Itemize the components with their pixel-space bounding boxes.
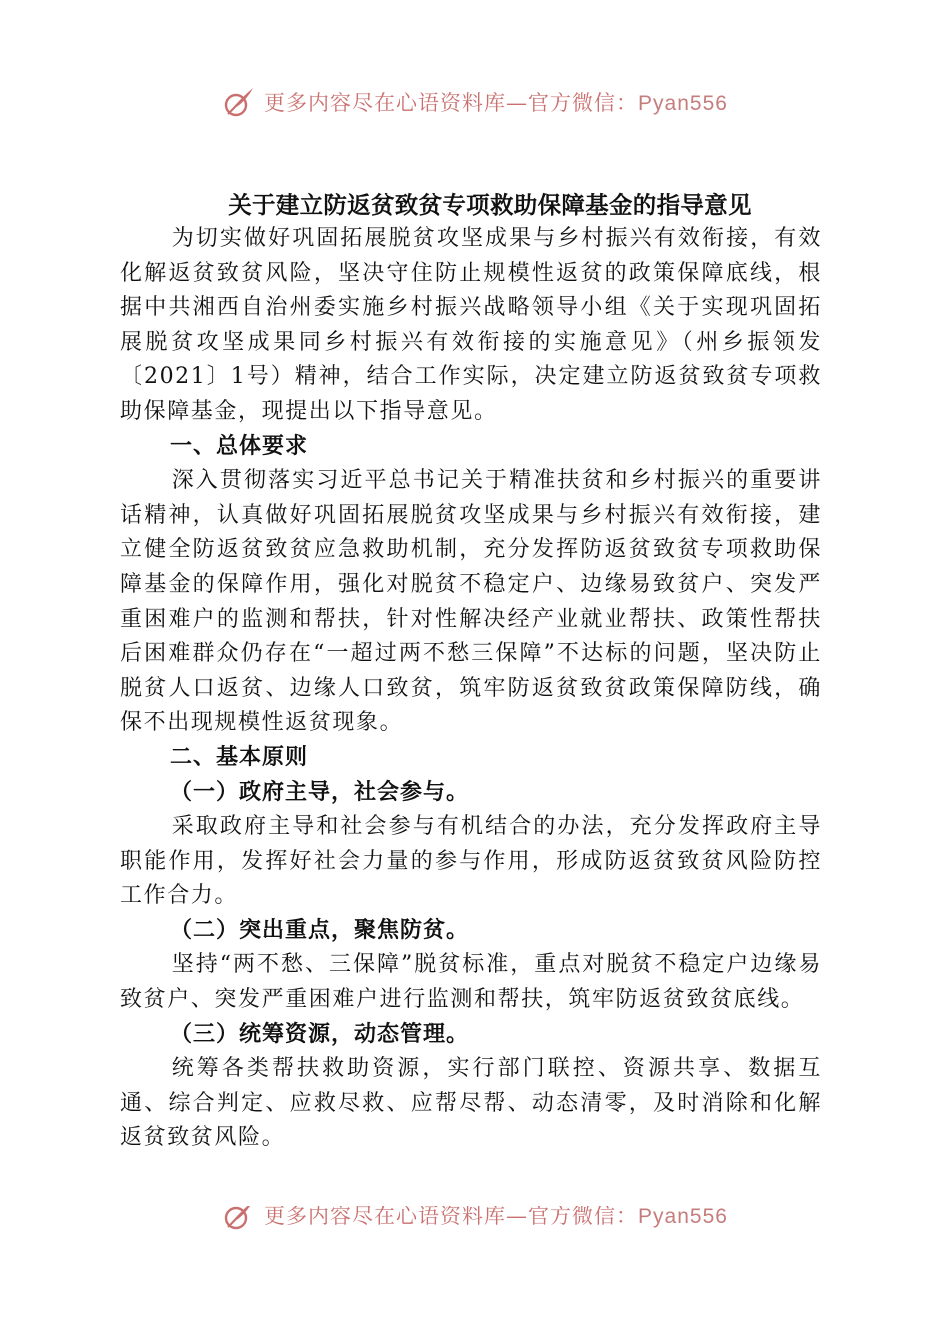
watermark-text: 更多内容尽在心语资料库—官方微信：Pyan556: [264, 91, 728, 115]
principle-heading-dynamic-management: （三）统筹资源，动态管理。: [170, 1021, 470, 1047]
document-body: [120, 188, 822, 1156]
watermark-text: 更多内容尽在心语资料库—官方微信：Pyan556: [264, 1206, 728, 1228]
principle-paragraph-dynamic-management: 统筹各类帮扶救助资源，实行部门联控、资源共享、数据互通、综合判定、应救尽救、应帮尽帮、动态清零，及时消除和化解返贫致贫风险。: [120, 1056, 822, 1151]
section-heading-basic-principles: 二、基本原则: [170, 744, 309, 770]
quill-logo-icon: [222, 1206, 256, 1232]
document-title: 关于建立防返贫致贫专项救助保障基金的指导意见: [228, 191, 752, 219]
principle-paragraph-focus: 坚持“两不愁、三保障”脱贫标准，重点对脱贫不稳定户边缘易致贫户、突发严重困难户进行监测和帮扶，筑牢防返贫致贫底线。: [120, 952, 822, 1013]
quill-logo-icon: [222, 85, 256, 119]
section-heading-general-requirements: 一、总体要求: [170, 433, 309, 459]
general-requirements-paragraph: 深入贯彻落实习近平总书记关于精准扶贫和乡村振兴的重要讲话精神，认真做好巩固拓展脱贫攻坚成果与乡村振兴有效衔接，建立健全防返贫致贫应急救助机制，充分发挥防返贫致贫专项救助保障基金的保障作用，强化对脱贫不稳定户、边缘易致贫户、突发严重困难户的监测和帮扶，针对性解决经产业就业帮扶、政策性帮扶后困难群众仍存在“一超过两不愁三保障”不达标的问题，坚决防止脱贫人口返贫、边缘人口致贫，筑牢防返贫致贫政策保障防线，确保不出现规模性返贫现象。: [120, 468, 822, 736]
watermark-wechat-id: Pyan556: [638, 1206, 728, 1228]
intro-paragraph: 为切实做好巩固拓展脱贫攻坚成果与乡村振兴有效衔接，有效化解返贫致贫风险，坚决守住防止规模性返贫的政策保障底线，根据中共湘西自治州委实施乡村振兴战略领导小组《关于实现巩固拓展脱贫攻坚成果同乡村振兴有效衔接的实施意见》（州乡振领发〔2021〕1号）精神，结合工作实际，决定建立防返贫致贫专项救助保障基金，现提出以下指导意见。: [120, 226, 822, 424]
principle-heading-focus: （二）突出重点，聚焦防贫。: [170, 917, 470, 943]
watermark-header: [0, 84, 950, 120]
principle-heading-government-led: （一）政府主导，社会参与。: [170, 779, 470, 805]
watermark-footer: [0, 1206, 950, 1236]
principle-paragraph-government-led: 采取政府主导和社会参与有机结合的办法，充分发挥政府主导职能作用，发挥好社会力量的参与作用，形成防返贫致贫风险防控工作合力。: [120, 814, 822, 909]
watermark-wechat-id: Pyan556: [638, 92, 728, 115]
